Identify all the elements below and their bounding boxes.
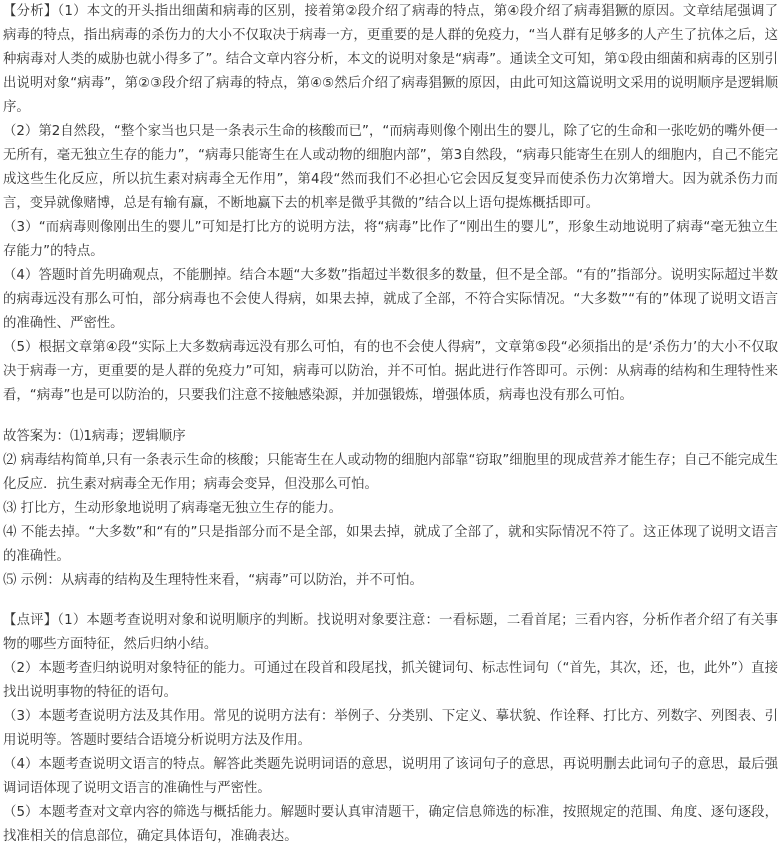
review-section: [3, 609, 778, 849]
answer-line-5: ⑸ 示例：从病毒的结构及生理特性来看，“病毒”可以防治，并不可怕。: [3, 573, 423, 588]
answer-line-2: ⑵ 病毒结构简单,只有一条表示生命的核酸；只能寄生在人或动物的细胞内部靠“窃取”细胞里的现成营养才能生存；自己不能完成生化反应．抗生素对病毒全无作用；病毒会变异，但没那么可怕。: [3, 453, 778, 492]
analysis-paragraph-4: （4）答题时首先明确观点，不能删掉。结合本题“大多数”指超过半数很多的数量，但不是全部。“有的”指部分。说明实际超过半数的病毒远没有那么可怕，部分病毒也不会使人得病，如果去掉，就成了全部，不符合实际情况。“大多数”“有的”体现了说明文语言的准确性、严密性。: [3, 268, 778, 331]
review-paragraph-5: （5）本题考查对文章内容的筛选与概括能力。解题时要认真审清题干，确定信息筛选的标准，按照规定的范围、角度、逐句逐段，找准相关的信息部位，确定具体语句，准确表达。: [3, 805, 778, 844]
analysis-paragraph-2: （2）第2自然段，“整个家当也只是一条表示生命的核酸而已”，“而病毒则像个刚出生的婴儿，除了它的生命和一张吃奶的嘴外便一无所有，毫无独立生存的能力”，“病毒只能寄生在人或动物的细胞内部”，第3自然段，“病毒只能寄生在别人的细胞内，自己不能完成这些生化反应，所以抗生素对病毒全无作用”，第4段“然而我们不必担心它会因反复变异而使杀伤力次第增大。因为就杀伤力而言，变异就像赌博，总是有输有赢，不断地赢下去的机率是微乎其微的”结合以上语句提炼概括即可。: [3, 124, 778, 211]
analysis-section: [3, 0, 778, 408]
answer-section: [3, 425, 778, 593]
review-paragraph-2: （2）本题考查归纳说明对象特征的能力。可通过在段首和段尾找，抓关键词句、标志性词句（“首先，其次，还，也，此外”）直接找出说明事物的特征的语句。: [3, 661, 778, 700]
review-paragraph-4: （4）本题考查说明文语言的特点。解答此类题先说明词语的意思，说明用了该词句子的意思，再说明删去此词句子的意思，最后强调词语体现了说明文语言的准确性与严密性。: [3, 757, 778, 796]
answer-line-4: ⑷ 不能去掉。“大多数”和“有的”只是指部分而不是全部，如果去掉，就成了全部了，就和实际情况不符了。这正体现了说明文语言的准确性。: [3, 525, 778, 564]
answer-line-3: ⑶ 打比方，生动形象地说明了病毒毫无独立生存的能力。: [3, 501, 343, 516]
answer-line-1: 故答案为：⑴1病毒；逻辑顺序: [3, 429, 186, 444]
analysis-paragraph-3: （3）“而病毒则像刚出生的婴儿”可知是打比方的说明方法，将“病毒”比作了“刚出生的婴儿”，形象生动地说明了病毒“毫无独立生存能力”的特点。: [3, 220, 778, 259]
analysis-paragraph-5: （5）根据文章第④段“实际上大多数病毒远没有那么可怕，有的也不会使人得病”，文章第⑤段“必须指出的是‘杀伤力’的大小不仅取决于病毒一方，更重要的是人群的免疫力”可知，病毒可以防治，并不可怕。据此进行作答即可。示例：从病毒的结构和生理特性来看，“病毒”也是可以防治的，只要我们注意不接触感染源，并加强锻炼，增强体质，病毒也没有那么可怕。: [3, 340, 778, 403]
review-paragraph-3: （3）本题考查说明方法及其作用。常见的说明方法有：举例子、分类别、下定义、摹状貌、作诠释、打比方、列数字、列图表、引用说明等。答题时要结合语境分析说明方法及作用。: [3, 709, 778, 748]
review-paragraph-1: 【点评】（1）本题考查说明对象和说明顺序的判断。找说明对象要注意：一看标题，二看首尾；三看内容，分析作者介绍了有关事物的哪些方面特征，然后归纳小结。: [3, 613, 778, 652]
analysis-paragraph-1: 【分析】（1）本文的开头指出细菌和病毒的区别，接着第②段介绍了病毒的特点，第④段介绍了病毒猖獗的原因。文章结尾强调了病毒的特点，指出病毒的杀伤力的大小不仅取决于病毒一方，更重要的是人群的免疫力，“当人群有足够多的人产生了抗体之后，这种病毒对人类的威胁也就小得多了”。结合文章内容分析，本文的说明对象是“病毒”。通读全文可知，第①段由细菌和病毒的区别引出说明对象“病毒”，第②③段介绍了病毒的特点，第④⑤然后介绍了病毒猖獗的原因，由此可知这篇说明文采用的说明顺序是逻辑顺序。: [3, 4, 778, 115]
